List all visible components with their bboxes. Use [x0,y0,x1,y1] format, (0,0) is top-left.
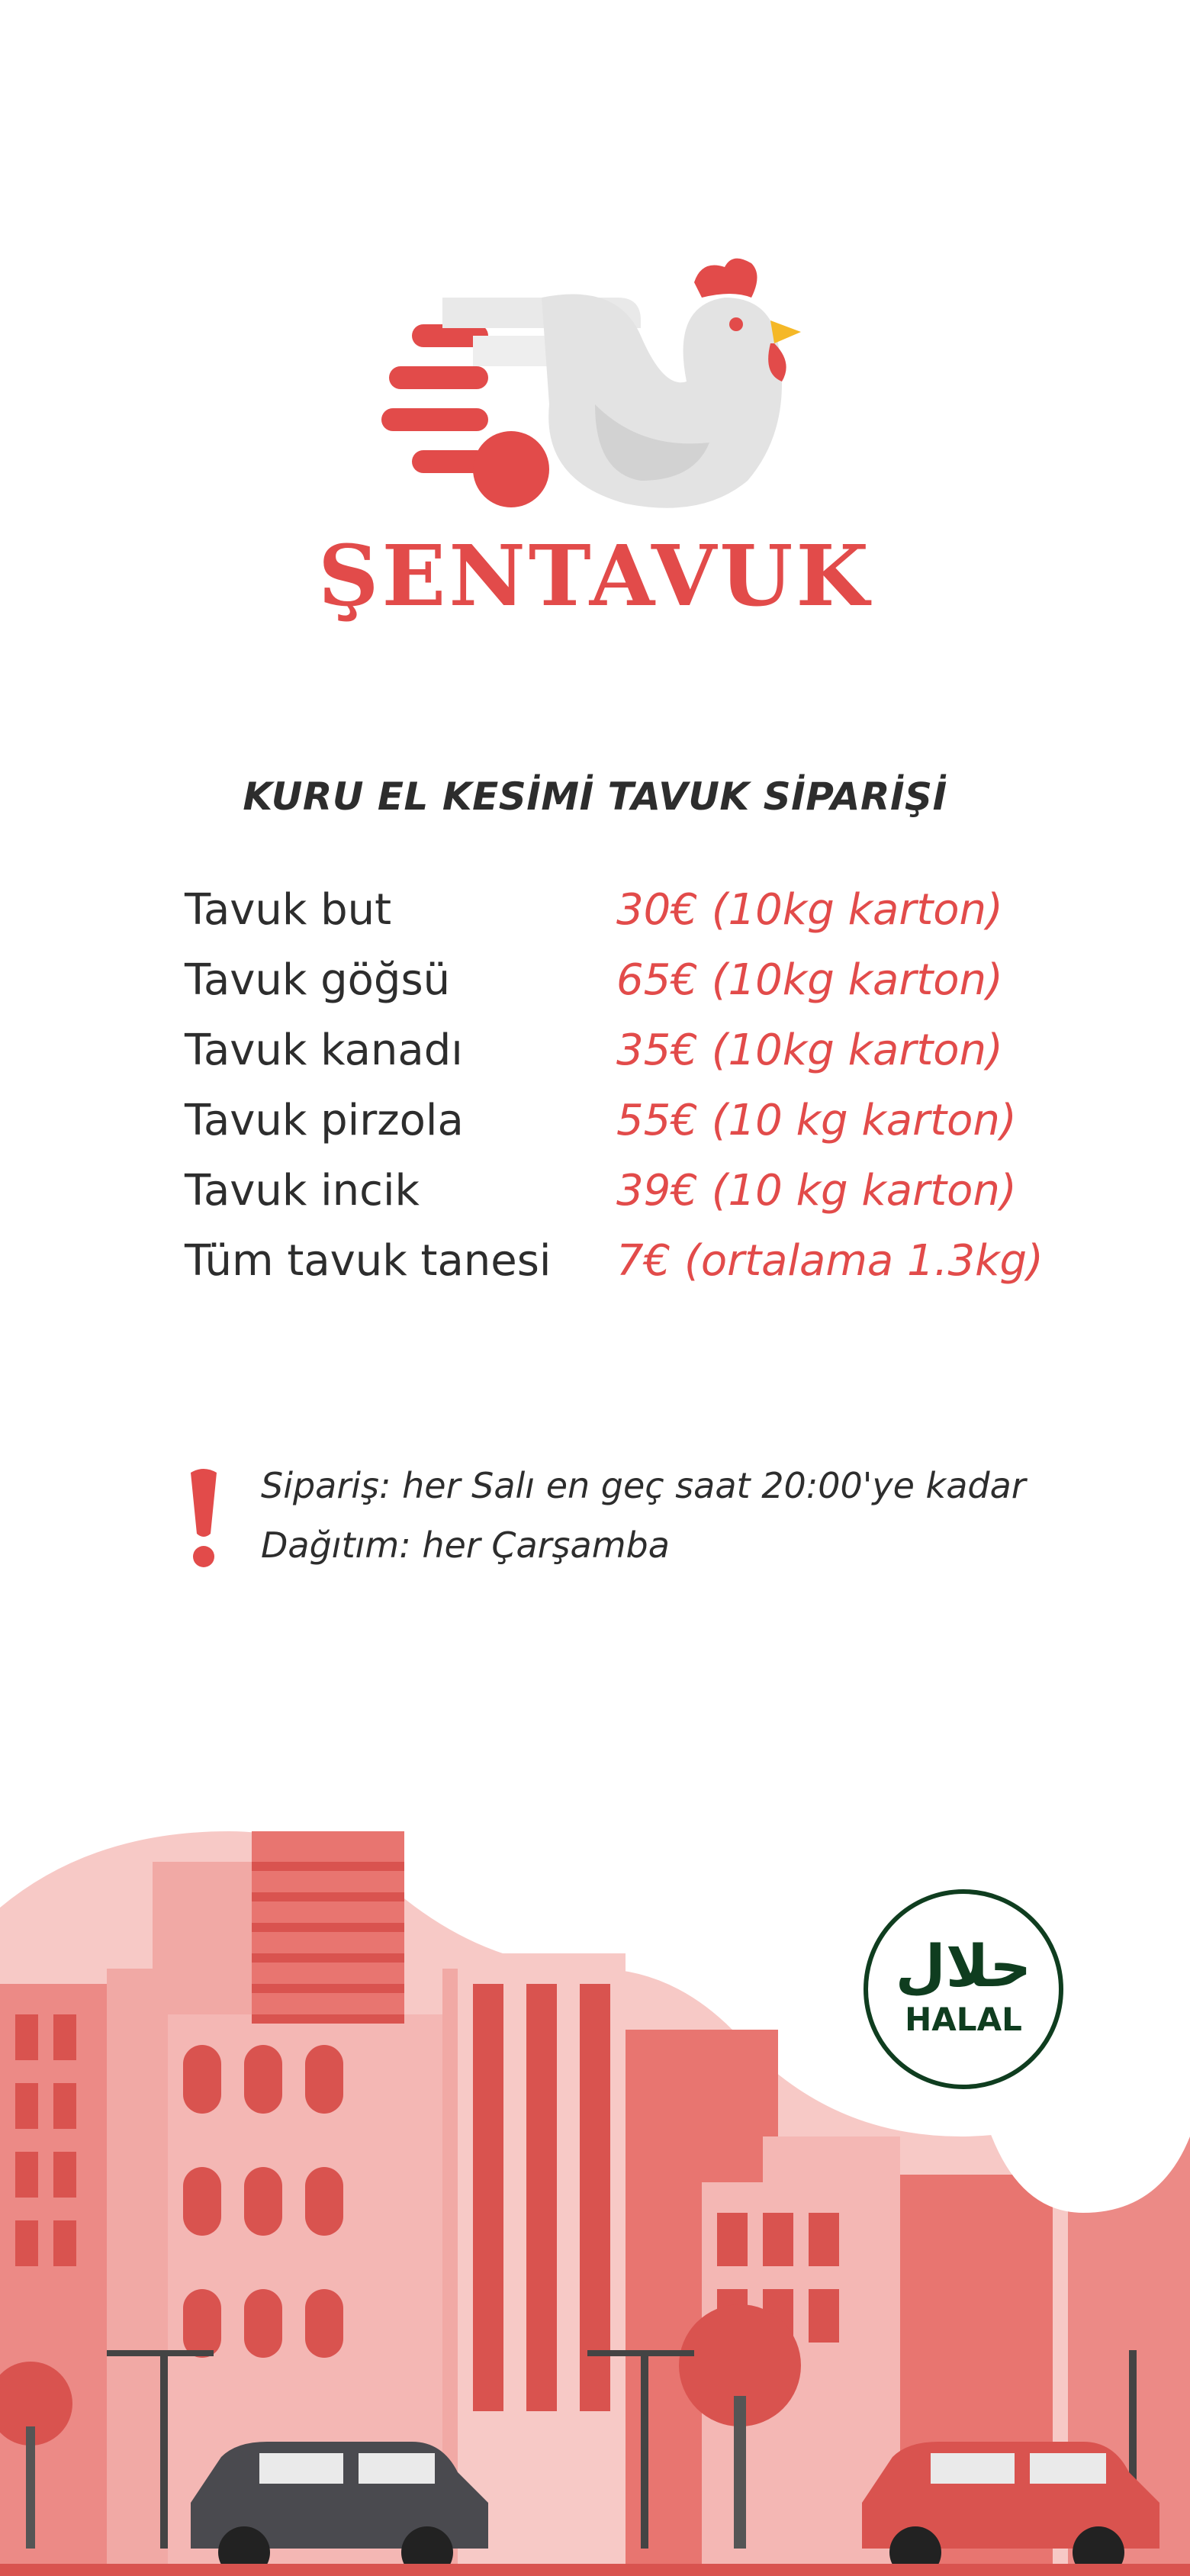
item-price: 7€ (ortalama 1.3kg) [616,1236,1044,1286]
item-price: 30€ (10kg karton) [616,885,1003,935]
brand-name: ŞENTAVUK [318,526,872,625]
item-price: 55€ (10 kg karton) [616,1096,1017,1145]
item-name: Tavuk incik [185,1166,420,1216]
halal-badge-icon [860,1886,1066,2092]
item-price: 35€ (10kg karton) [616,1026,1003,1075]
item-price: 65€ (10kg karton) [616,955,1003,1005]
item-name: Tüm tavuk tanesi [185,1236,552,1286]
order-deadline: Sipariş: her Salı en geç saat 20:00'ye kadar [261,1465,1026,1506]
delivery-day: Dağıtım: her Çarşamba [261,1525,670,1566]
exclamation-icon [185,1465,223,1572]
item-name: Tavuk göğsü [185,955,451,1005]
item-name: Tavuk pirzola [185,1096,464,1145]
page-title: KURU EL KESİMİ TAVUK SİPARİŞİ [243,774,947,819]
price-list [185,885,1100,1306]
halal-arabic-text: حلال [895,1932,1032,2000]
price-row [185,885,1100,955]
price-row [185,955,1100,1026]
price-row [185,1166,1100,1236]
halal-latin-text: HALAL [905,2001,1022,2038]
price-row [185,1236,1100,1306]
item-price: 39€ (10 kg karton) [616,1166,1017,1216]
item-name: Tavuk kanadı [185,1026,463,1075]
item-name: Tavuk but [185,885,392,935]
price-row [185,1026,1100,1096]
price-row [185,1096,1100,1166]
